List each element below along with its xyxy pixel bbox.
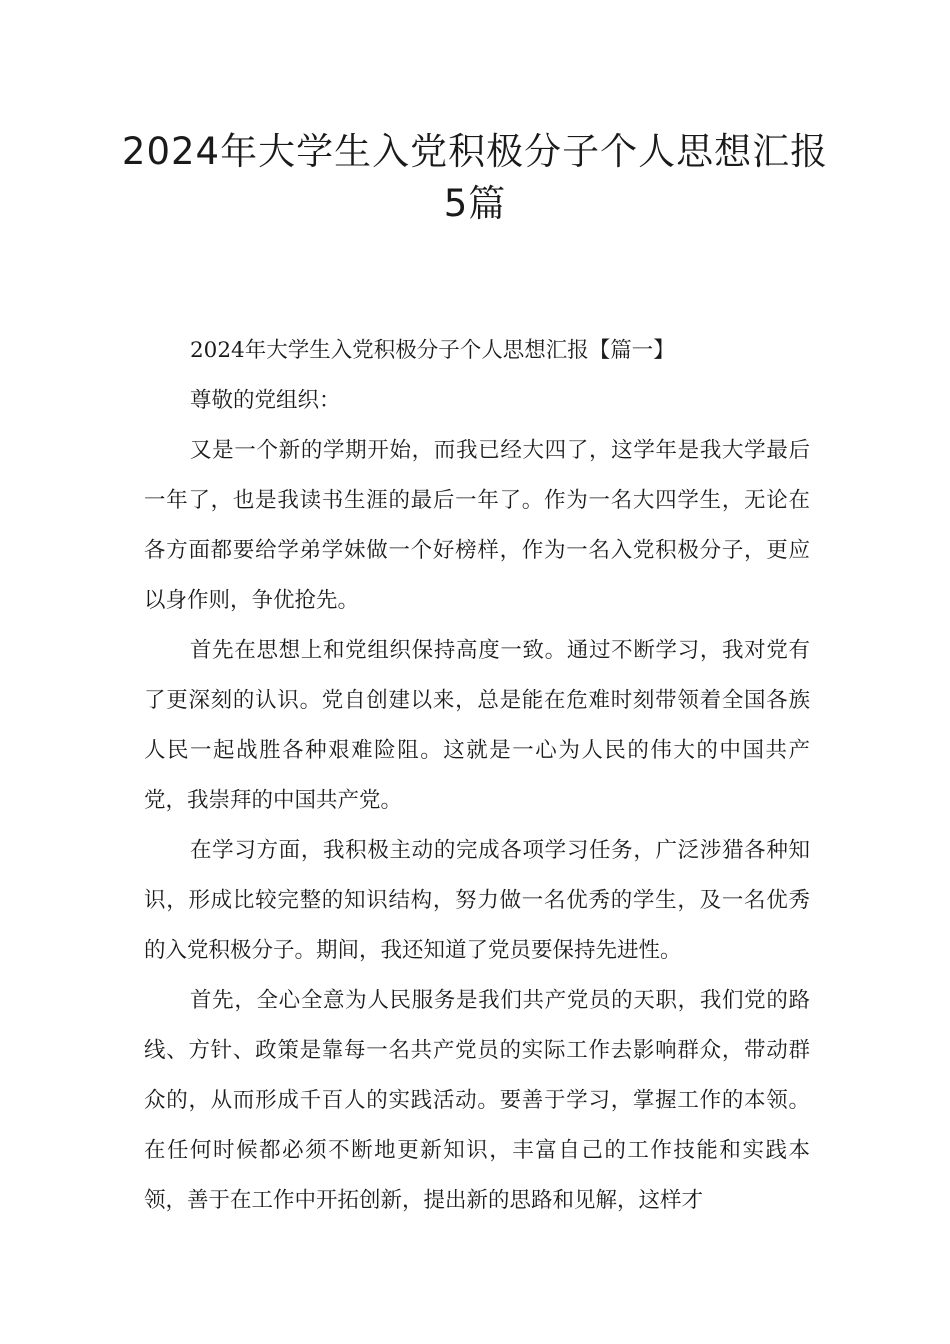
paragraph: 又是一个新的学期开始，而我已经大四了，这学年是我大学最后一年了，也是我读书生涯的最后一年了。作为一名大四学生，无论在各方面都要给学弟学妹做一个好榜样，作为一名入党积极分子，更应以身作则，争优抢先。 [144, 438, 810, 613]
paragraph: 在学习方面，我积极主动的完成各项学习任务，广泛涉猎各种知识，形成比较完整的知识结构，努力做一名优秀的学生，及一名优秀的入党积极分子。期间，我还知道了党员要保持先进性。 [144, 838, 810, 963]
document-body [144, 326, 810, 1226]
paragraph: 首先在思想上和党组织保持高度一致。通过不断学习，我对党有了更深刻的认识。党自创建以来，总是能在危难时刻带领着全国各族人民一起战胜各种艰难险阻。这就是一心为人民的伟大的中国共产党，我崇拜的中国共产党。 [144, 638, 810, 813]
paragraph: 首先，全心全意为人民服务是我们共产党员的天职，我们党的路线、方针、政策是靠每一名共产党员的实际工作去影响群众，带动群众的，从而形成千百人的实践活动。要善于学习，掌握工作的本领。在任何时候都必须不断地更新知识，丰富自己的工作技能和实践本领，善于在工作中开拓创新，提出新的思路和见解，这样才 [144, 988, 810, 1213]
salutation: 尊敬的党组织： [190, 388, 341, 413]
document-title: 2024年大学生入党积极分子个人思想汇报5篇 [121, 130, 829, 225]
section-heading: 2024年大学生入党积极分子个人思想汇报【篇一】 [190, 338, 675, 363]
